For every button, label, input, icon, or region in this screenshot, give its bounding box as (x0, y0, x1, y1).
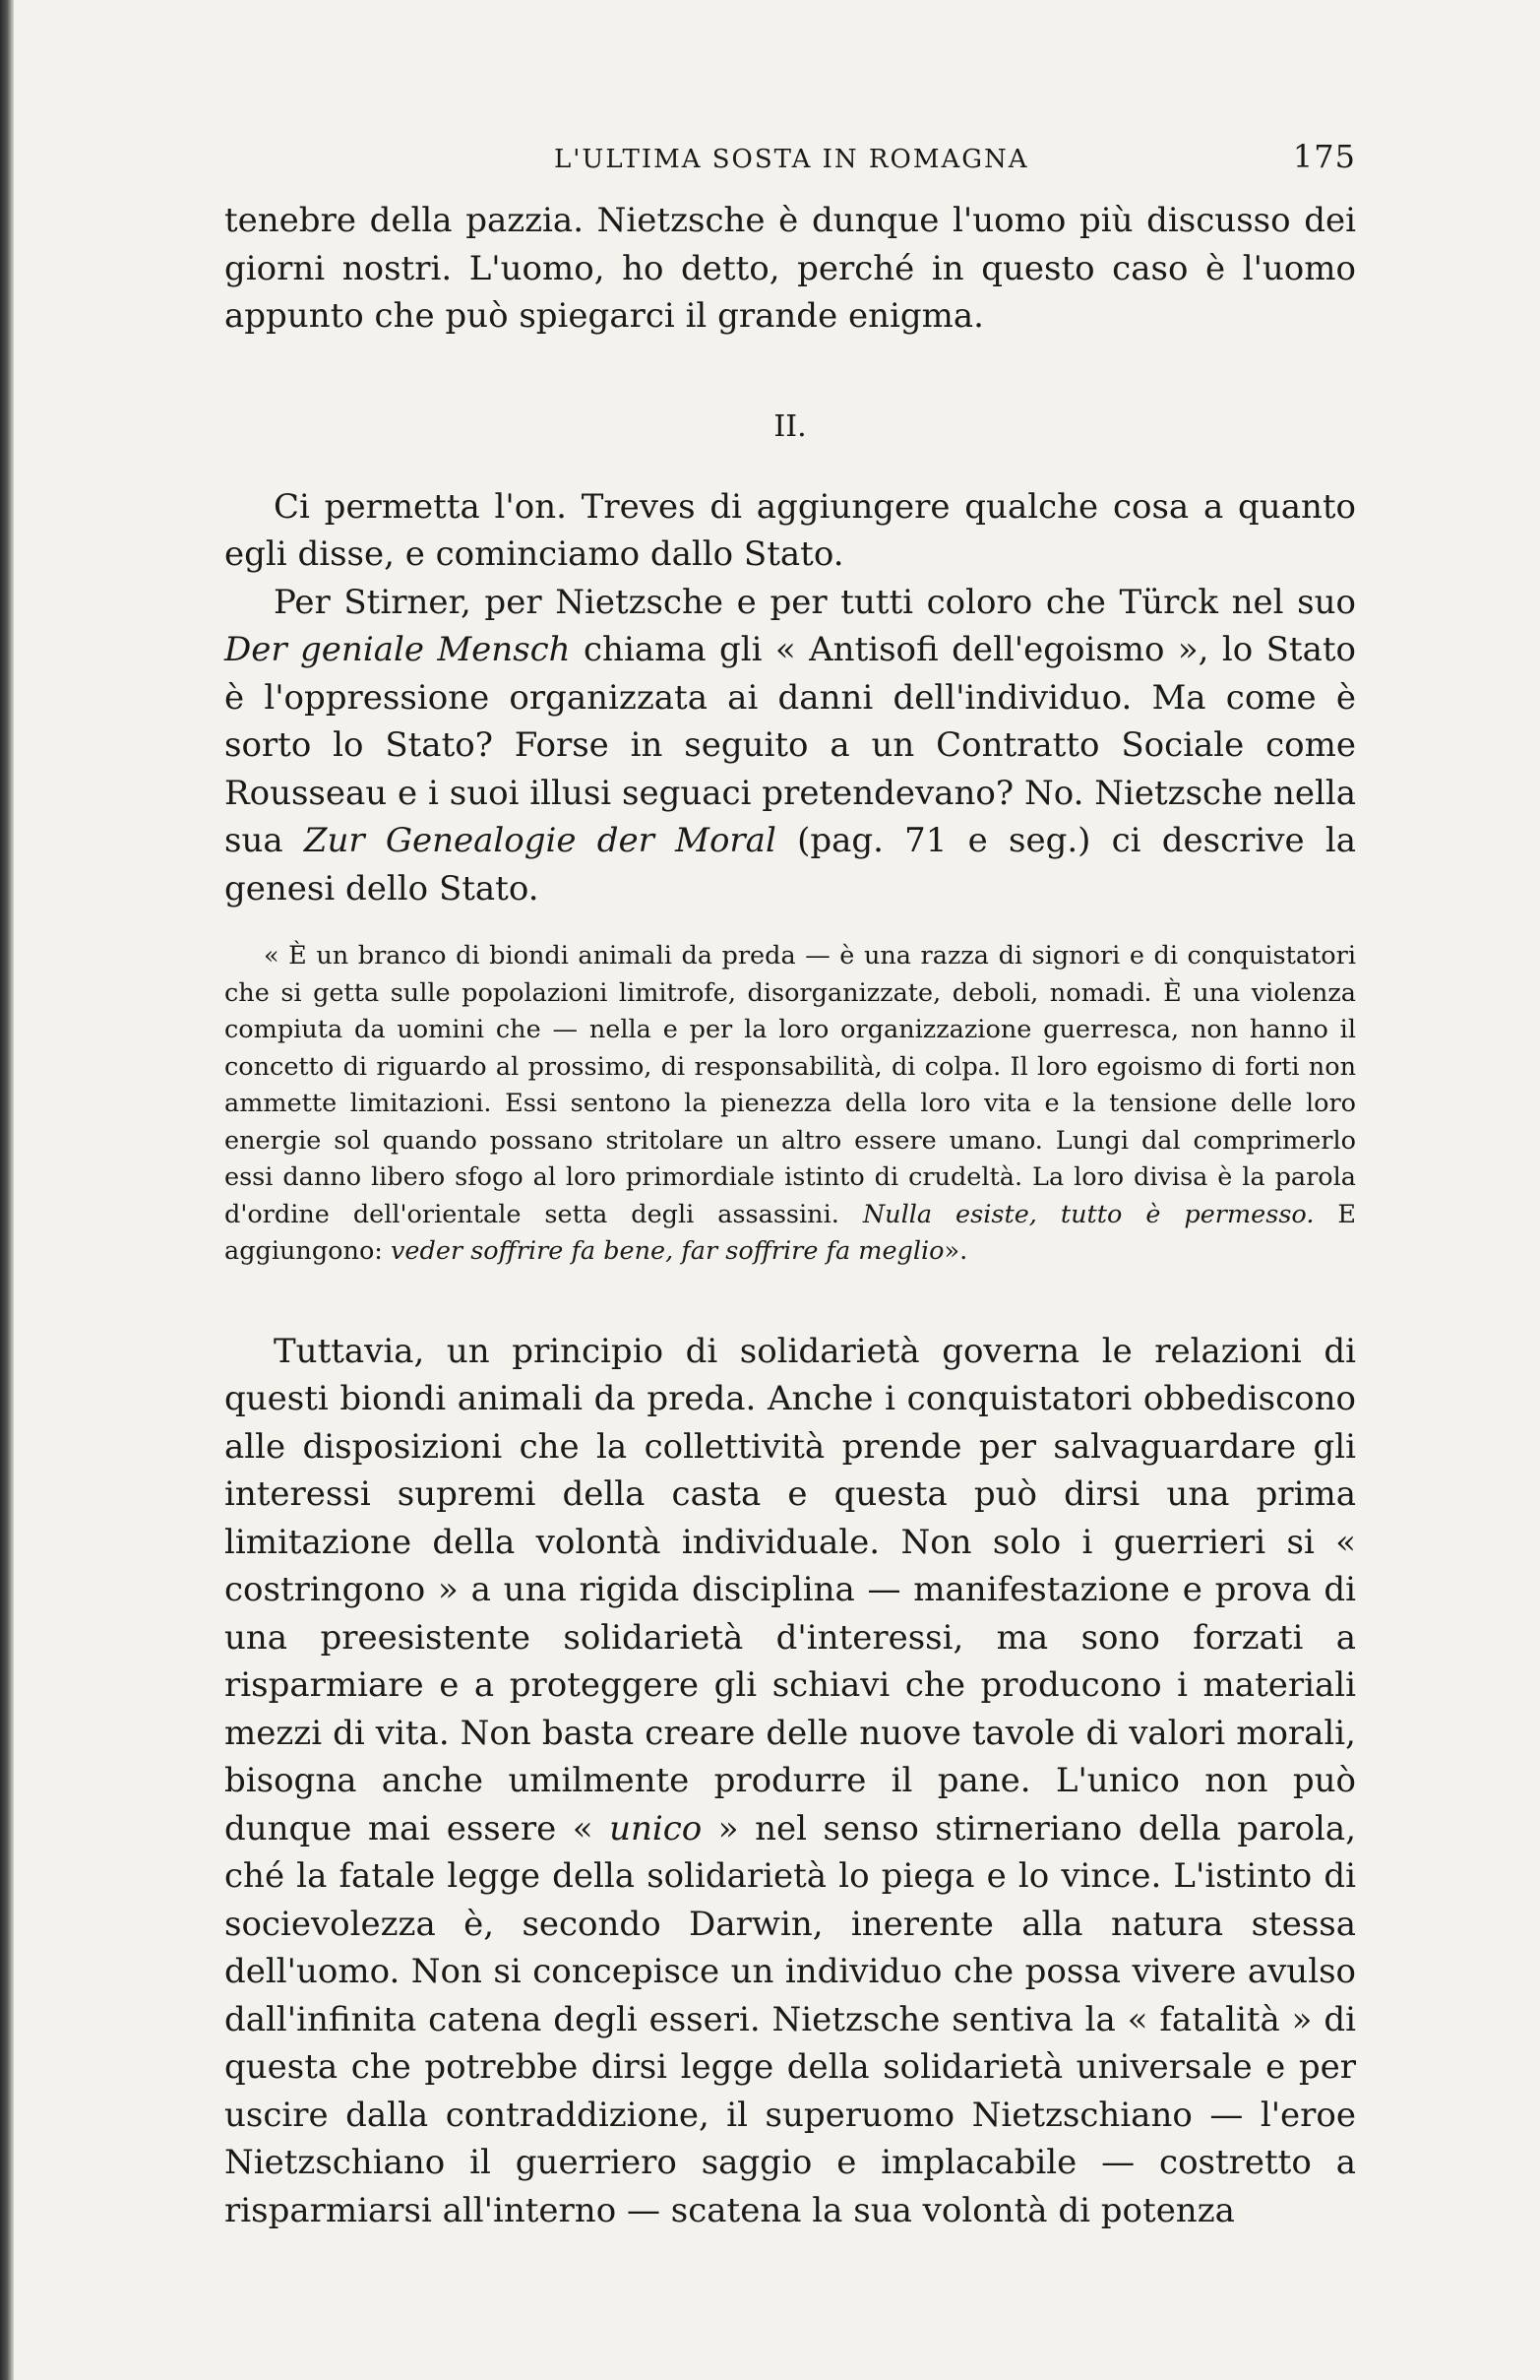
running-title: L'ULTIMA SOSTA IN ROMAGNA (554, 145, 1029, 174)
book-page (224, 138, 1356, 2234)
paragraph-3-italic-title-2: Zur Genealogie der Moral (303, 821, 776, 860)
running-header (554, 138, 1356, 175)
paragraph-4-italic-1: unico (609, 1808, 703, 1848)
paragraph-3-text-a: Per Stirner, per Nietzsche e per tutti coloro che Türck nel suo (274, 582, 1356, 622)
paragraph-2: Ci permetta l'on. Treves di aggiungere qualche cosa a quanto egli disse, e cominciamo dallo Stato. (224, 486, 1356, 574)
quote-text-b: E aggiungono: (224, 1199, 1357, 1266)
paragraph-4-text-a: Tuttavia, un principio di solidarietà governa le relazioni di questi biondi animali da preda. Anche i conquistatori obbediscono alle disposizioni che la collettività prende per salvaguardare gli interessi supremi della casta e questa può dirsi una prima limitazione della volontà individuale. Non solo i guerrieri si « costringono » a una rigida disciplina — manifestazione e prova di una preesistente solidarietà d'interessi, ma sono forzati a risparmiare e a proteggere gli schiavi che producono i materiali mezzi di vita. Non basta creare delle nuove tavole di valori morali, bisogna anche umilmente produrre il pane. L'unico non può dunque mai essere « (224, 1331, 1356, 1848)
paragraph-4 (224, 1328, 1356, 2235)
paragraph-3 (224, 579, 1356, 913)
page-number: 175 (1292, 138, 1356, 175)
paragraph-3-text-b: chiama gli « Antisofi dell'egoismo », lo Stato è l'oppressione organizzata ai danni dell'individuo. Ma come è sorto lo Stato? Forse in seguito a un Contratto Sociale come Rousseau e i suoi illusi seguaci pretendevano? No. Nietzsche nella sua (224, 630, 1356, 860)
section-number: II. (773, 408, 807, 444)
quote-italic-1: Nulla esiste, tutto è permesso. (862, 1199, 1315, 1229)
block-quote (224, 938, 1356, 1271)
paragraph-3-italic-title-1: Der geniale Mensch (224, 630, 571, 669)
book-spine-shadow (0, 0, 14, 2380)
paragraph-4-text-b: » nel senso stirneriano della parola, ché la fatale legge della solidarietà lo piega e lo vince. L'istinto di socievolezza è, secondo Darwin, inerente alla natura stessa dell'uomo. Non si concepisce un individuo che possa vivere avulso dall'infinita catena degli esseri. Nietzsche sentiva la « fatalità » di questa che potrebbe dirsi legge della solidarietà universale e per uscire dalla contraddizione, il superuomo Nietzschiano — l'eroe Nietzschiano il guerriero saggio e implacabile — costretto a risparmiarsi all'interno — scatena la sua volontà di potenza (224, 1808, 1357, 2230)
quote-text-c: ». (944, 1236, 968, 1266)
quote-italic-2: veder soffrire fa bene, far soffrire fa meglio (391, 1236, 945, 1266)
paragraph-1: tenebre della pazzia. Nietzsche è dunque l'uomo più discusso dei giorni nostri. L'uomo, ho detto, perché in questo caso è l'uomo appunto che può spiegarci il grande enigma. (224, 201, 1356, 336)
quote-text-a: « È un branco di biondi animali da preda — è una razza di signori e di conquistatori che si getta sulle popolazioni limitrofe, disorganizzate, deboli, nomadi. È una violenza compiuta da uomini che — nella e per la loro organizzazione guerresca, non hanno il concetto di riguardo al prossimo, di responsabilità, di colpa. Il loro egoismo di forti non ammette limitazioni. Essi sentono la pienezza della loro vita e la tensione delle loro energie sol quando possano stritolare un altro essere umano. Lungi dal comprimerlo essi danno libero sfogo al loro primordiale istinto di crudeltà. La loro divisa è la parola d'ordine dell'orientale setta degli assassini. (224, 941, 1356, 1229)
paragraph-3-text-c: (pag. 71 e seg.) ci descrive la genesi dello Stato. (224, 821, 1356, 908)
